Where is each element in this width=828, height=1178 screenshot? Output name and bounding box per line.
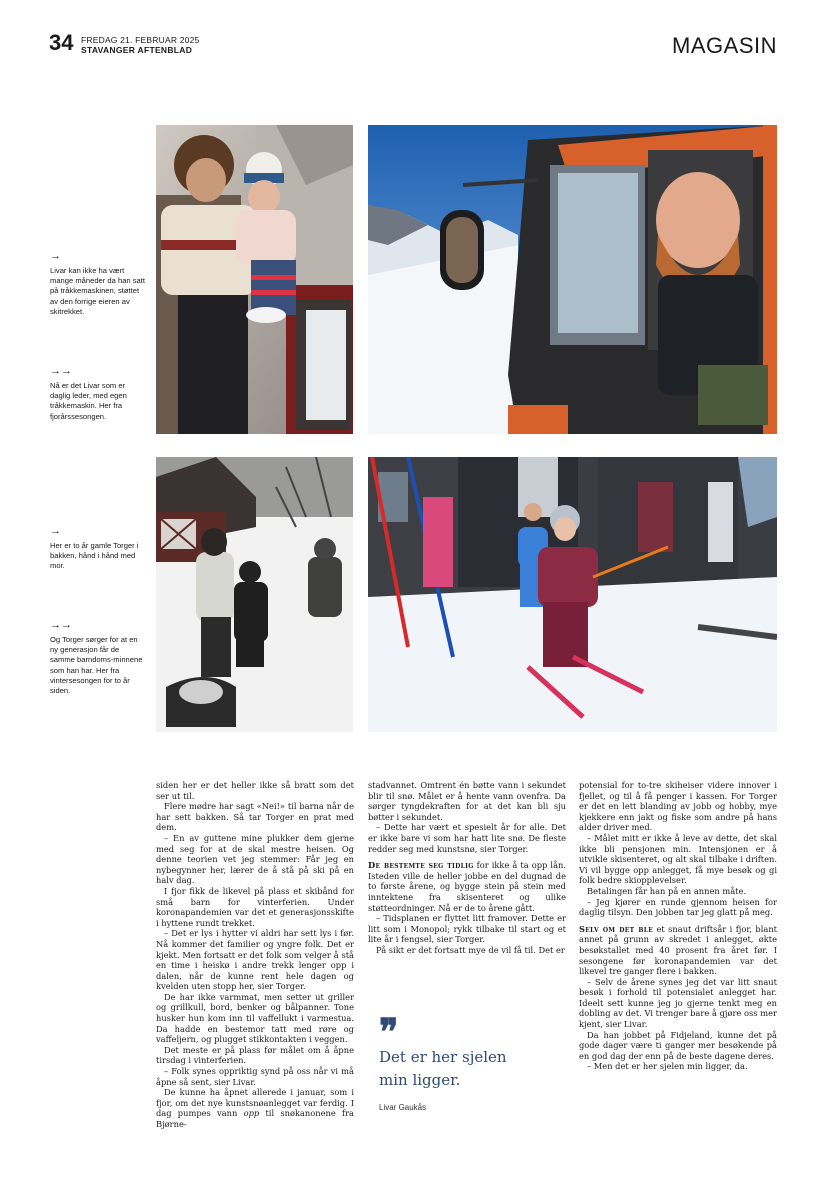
paragraph [368,860,566,913]
photo-torger-toddler [156,457,353,732]
paragraph: – Selv de årene synes jeg det var litt snaut besøk i forhold til potensialet anlegget har. Ideelt sett kunne jeg jo gjerne tenkt meg en dobling av det. Vi trenger bare å gjøre oss mer kjent, sier Livar. [579,976,777,1030]
paragraph: På sikt er det fortsatt mye de vil få til. Det er [376,944,565,955]
paragraph [156,1087,354,1129]
paragraph: – Men det er her sjelen min ligger, da. [587,1061,748,1072]
caption-arrow-icon: →→ [50,365,72,377]
article-column-3 [579,780,777,1072]
paragraph: – Det er lys i hytter vi aldri har sett lys i før. Nå kommer det familier og yngre folk. Det er kjekt. Men fortsatt er det folk som velger å stå en time i heiskø i andre trekk lenger opp i dalen, når de kunne rent hele dagen og kvelden uten stopp her, sier Torger. [156,928,354,992]
article-column-1 [156,780,354,1130]
paragraph: De har ikke varmmat, men setter ut griller og grillkull, bord, benker og bålpanner. Tone husker hun kom inn til vaffellukt i varmestua. Da hadde en bestemor tatt med røre og vaffeljern, og plugget stikkontakten i veggen. [156,991,354,1045]
photo-torger-toddler-image [156,457,353,732]
photo-girl-skiing-image [368,457,777,732]
caption-2 [50,365,146,422]
caption-arrow-icon: →→ [50,619,72,631]
paragraph: – En av guttene mine plukker dem gjerne med seg for at de skal mestre heisen. Og denne teorien vet jeg stemmer: Får jeg en nybegynner her, lærer de å stå på ski på en halv dag. [156,832,354,886]
paragraph: Betalingen får han på en annen måte. [587,885,747,896]
paragraph [579,924,777,977]
paragraph: Flere mødre har sagt «Nei!» til barna når de har sett bakken. Så tar Torger en prat med dem. [156,801,354,833]
paragraph: – Målet mitt er ikke å leve av dette, det skal ikke bli pensjonen min. Intensjonen er å utvikle skisenteret, og alt skal tilbake i driften. Vi vil bygge opp anlegget, få mye besøk og gi folk bedre skiopplevelser. [579,832,777,886]
caption-text: Livar kan ikke ha vært mange måneder da han satt på tråkkemaskinen, støttet av den forrige eieren av skitrekket. [50,266,145,316]
lead-in: De bestemte seg tidlig [368,860,474,871]
caption-arrow-icon: → [50,250,61,262]
paragraph: potensial for to-tre skiheiser videre innover i fjellet, og til å få penger i kassen. For Torger er det en lett blanding av jobb og hobby, mye kjekkere enn jakt og fiske som andre på hans alder driver med. [579,780,777,833]
paragraph: – Dette har vært et spesielt år for alle. Det er ikke bare vi som har hatt lite snø. De fleste redder seg med kunstsnø, sier Torger. [368,822,566,854]
paragraph: Det meste er på plass før målet om å åpne tirsdag i vinterferien. [156,1044,354,1066]
caption-text: Nå er det Livar som er daglig leder, med egen tråkkemaskin. Her fra fjorårssesongen. [50,381,127,421]
quote-attribution: Livar Gaukås [379,1103,427,1112]
caption-3 [50,525,146,572]
paragraph: stadvannet. Omtrent én bøtte vann i sekundet blir til snø. Målet er å hente vann ovenfra. Da sørger tyngdekraften for at det kan bli sju bøtter i sekundet. [368,780,566,822]
paragraph-text: De kunne ha åpnet allerede i januar, som i fjor, om det nye kunstsnøanlegget var ferdig. I dag pumpes vann [156,1087,354,1119]
emphasis: opp [243,1108,260,1119]
photo-livar-in-snowcat [368,125,777,434]
paragraph: Da han jobbet på Fidjeland, kunne det på gode dager være ti ganger mer besøkende på en god dag der enn på de beste dagene deres. [579,1029,777,1061]
paragraph: I fjor fikk de likevel på plass et skibånd for små barn for vinterferien. Under koronapandemien var det et generasjonsskifte i hyttene rundt trekket. [156,885,354,928]
paragraph: siden her er det heller ikke så bratt som det ser ut til. [156,780,354,801]
section-title: MAGASIN [672,33,777,58]
quote-mark-icon: ❞ [379,1011,399,1053]
page-number: 34 [49,30,74,55]
paragraph-text: til snøkanonene fra Bjørne- [156,1108,354,1129]
article-column-2 [368,780,566,956]
caption-4 [50,619,146,696]
photo-baby-on-snowcat [156,125,353,434]
caption-arrow-icon: → [50,525,61,537]
photo-baby-on-snowcat-image [156,125,353,434]
pull-quote: Det er her sjelen min ligger. [379,1048,507,1089]
paragraph-text: for ikke å ta opp lån. Isteden ville de heller jobbe en del dugnad de to første årene, og bygge stein på stein med inntektene fra skisenteret og ulike støtteordninger. Nå er de to årene gått. [368,860,566,913]
paragraph: – Folk synes oppriktig synd på oss når vi må åpne så sent, sier Livar. [156,1066,354,1087]
issue-date: FREDAG 21. FEBRUAR 2025 [81,35,200,45]
paragraph: – Jeg kjører en runde gjennom heisen for daglig tilsyn. Den jobben tar jeg glatt på meg. [579,896,777,918]
photo-girl-skiing [368,457,777,732]
paragraph-text: et snaut driftsår i fjor, blant annet på grunn av skredet i anlegget, økte besøkstallet med 40 prosent fra året før. I sesongene før koronapandemien var det likevel tre ganger flere i bakken. [579,923,777,977]
newspaper-name: STAVANGER AFTENBLAD [81,45,193,55]
caption-text: Her er to år gamle Torger i bakken, hånd i hånd med mor. [50,541,139,571]
lead-in: Selv om det ble [579,923,654,934]
caption-text: Og Torger sørger for at en ny generasjon får de samme barndoms-minnene som han har. Her fra vintersesongen for to år siden. [50,635,143,696]
paragraph: – Tidsplanen er flyttet litt framover. Dette er litt som i Monopol; rykk tilbake til start og et lite år i fengsel, sier Torger. [368,913,566,945]
photo-livar-in-snowcat-image [368,125,777,434]
caption-1 [50,250,146,317]
